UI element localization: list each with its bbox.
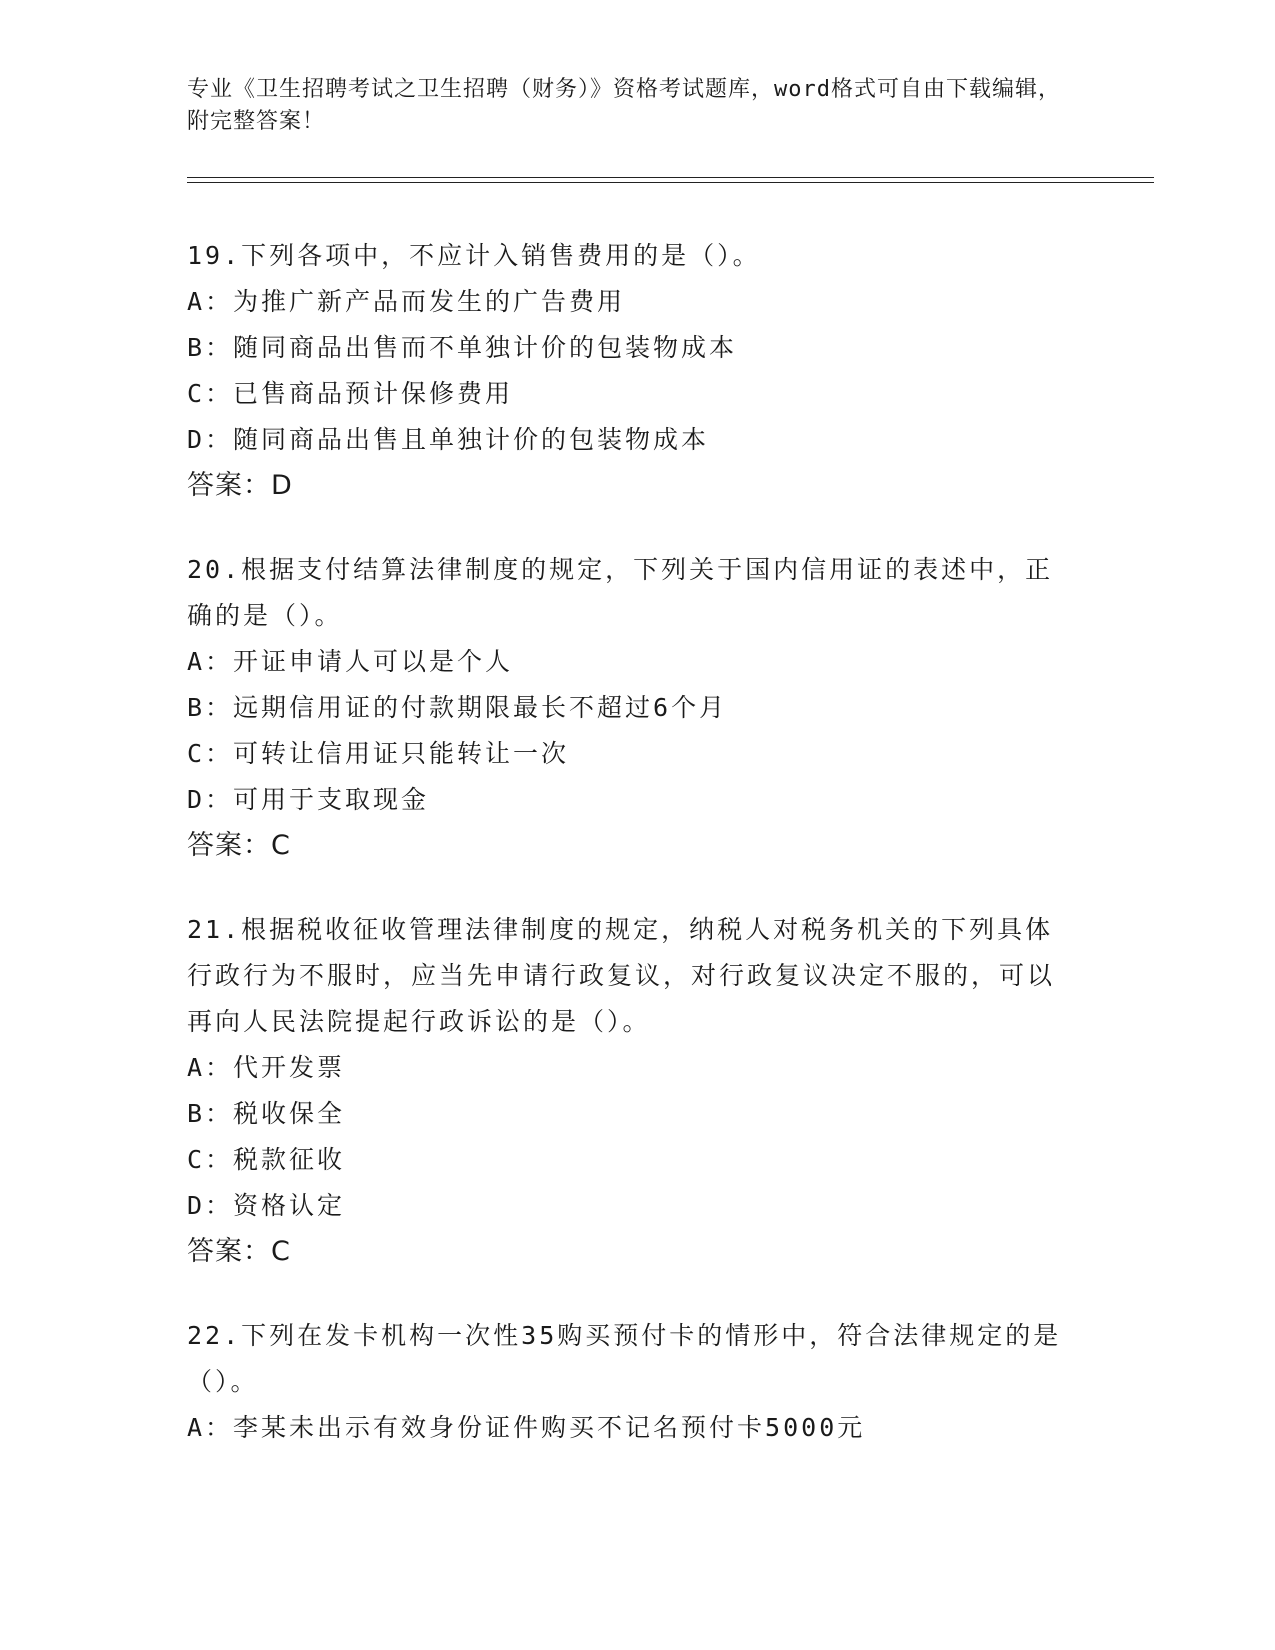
answer: 答案：C (187, 1236, 291, 1267)
question-stem: 21.根据税收征收管理法律制度的规定，纳税人对税务机关的下列具体行政行为不服时，应当先申请行政复议，对行政复议决定不服的，可以再向人民法院提起行政诉讼的是（）。 (187, 915, 1056, 1036)
option-b: B：税收保全 (187, 1099, 346, 1128)
question-21 (187, 907, 1077, 1275)
option-c: C：已售商品预计保修费用 (187, 379, 514, 408)
question-22 (187, 1313, 1077, 1451)
question-stem: 19.下列各项中，不应计入销售费用的是（）。 (187, 241, 761, 270)
option-d: D：随同商品出售且单独计价的包装物成本 (187, 425, 710, 454)
answer: 答案：D (187, 470, 293, 501)
header-divider-top (187, 177, 1154, 178)
question-19 (187, 233, 1077, 509)
question-list (187, 233, 1077, 1489)
option-d: D：可用于支取现金 (187, 785, 430, 814)
answer: 答案：C (187, 830, 291, 861)
option-a: A：开证申请人可以是个人 (187, 647, 514, 676)
option-a: A：代开发票 (187, 1053, 346, 1082)
option-d: D：资格认定 (187, 1191, 346, 1220)
document-header (187, 74, 1077, 138)
question-20 (187, 547, 1077, 869)
option-b: B：远期信用证的付款期限最长不超过6个月 (187, 693, 728, 722)
option-a: A：为推广新产品而发生的广告费用 (187, 287, 626, 316)
question-stem: 20.根据支付结算法律制度的规定，下列关于国内信用证的表述中，正确的是（）。 (187, 555, 1054, 630)
option-b: B：随同商品出售而不单独计价的包装物成本 (187, 333, 738, 362)
option-a: A：李某未出示有效身份证件购买不记名预付卡5000元 (187, 1413, 866, 1442)
header-text: 专业《卫生招聘考试之卫生招聘（财务）》资格考试题库，word格式可自由下载编辑，附完整答案！ (187, 77, 1061, 134)
question-stem: 22.下列在发卡机构一次性35购买预付卡的情形中，符合法律规定的是（）。 (187, 1321, 1062, 1396)
option-c: C：税款征收 (187, 1145, 346, 1174)
header-divider-bottom (187, 182, 1154, 183)
option-c: C：可转让信用证只能转让一次 (187, 739, 570, 768)
